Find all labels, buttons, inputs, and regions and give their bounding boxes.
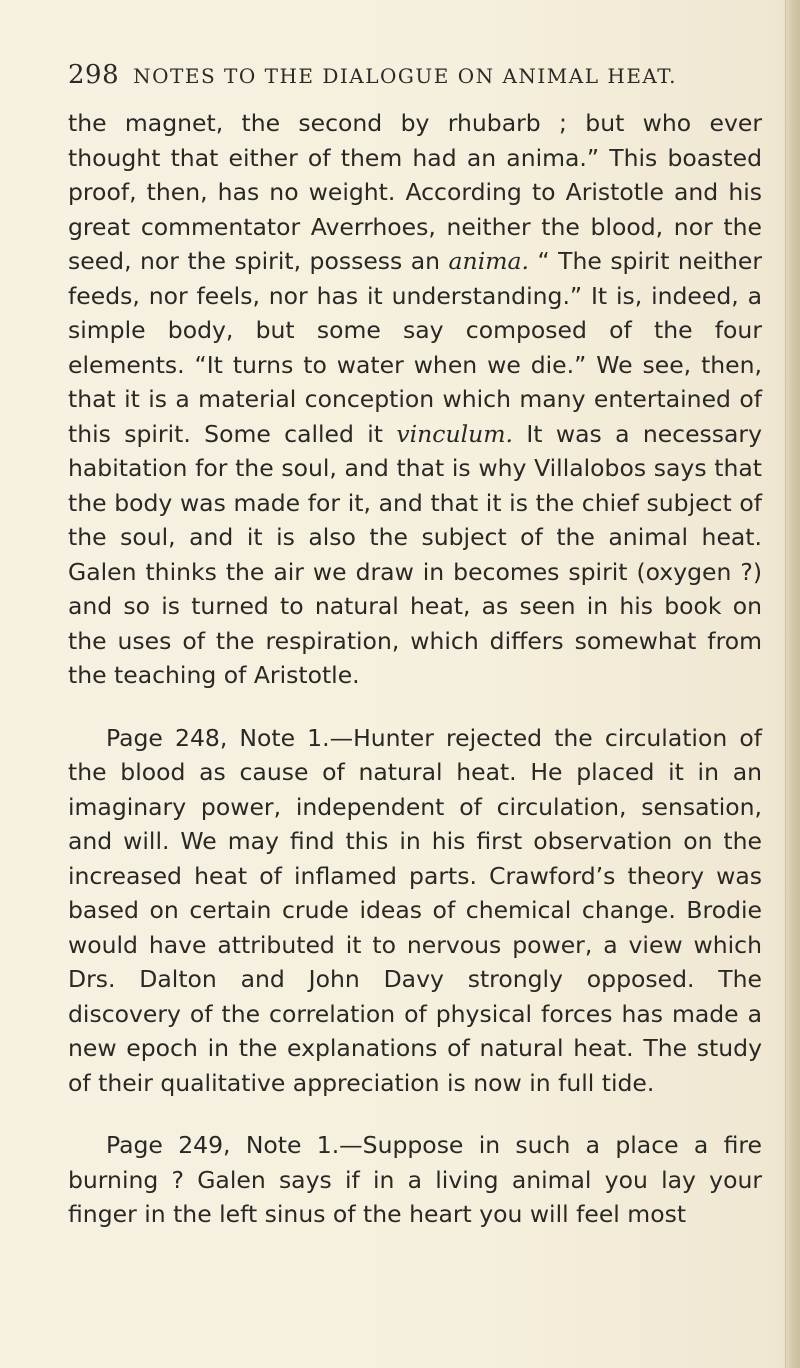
paragraph-text: “ The spirit neither feeds, nor feels, nor has it understanding.” It is, indeed, a simple body, but some say composed of the four elements. “It turns to water when we die.” We see, then, that it is a material conception which many entertained of this spirit. Some called it [68, 247, 763, 448]
body-text [68, 106, 762, 1232]
note-page-249: Page 249, Note 1.—Suppose in such a place a fire burning ? Galen says if in a living animal you lay your finger in the left sinus of the heart you will feel most [68, 1131, 762, 1228]
running-header [68, 60, 768, 90]
paragraph-text: It was a necessary habitation for the soul, and that is why Villalobos says that the body was made for it, and that it is the chief subject of the soul, and it is also the subject of the animal heat. Galen thinks the air we draw in becomes spirit (oxygen ?) and so is turned to natural heat, as seen in his book on the uses of the respiration, which differs somewhat from the teaching of Aristotle. [68, 419, 763, 689]
page-edge [785, 0, 800, 1368]
page-number: 298 [68, 60, 120, 90]
italic-vinculum: vinculum. [396, 419, 513, 448]
note-page-248: Page 248, Note 1.—Hunter rejected the circulation of the blood as cause of natural heat. He placed it in an imaginary power, independent of circulation, sensation, and will. We may find this in his first observation on the increased heat of inflamed parts. Crawford’s theory was based on certain crude ideas of chemical change. Brodie would have attributed it to nervous power, a view which Drs. Dalton and John Davy strongly opposed. The discovery of the correlation of physical forces has made a new epoch in the explanations of natural heat. The study of their qualitative appreciation is now in full tide. [68, 723, 762, 1097]
paragraph-continued [68, 106, 762, 693]
running-title: NOTES TO THE DIALOGUE ON ANIMAL HEAT. [133, 64, 678, 88]
italic-anima: anima. [448, 247, 529, 275]
paragraph-text: the magnet, the second by rhubarb ; but who ever thought that either of them had an anima.” This boasted proof, then, has no weight. According to Aristotle and his great commentator Averrhoes, neither the blood, nor the seed, nor the spirit, possess an [68, 109, 762, 275]
